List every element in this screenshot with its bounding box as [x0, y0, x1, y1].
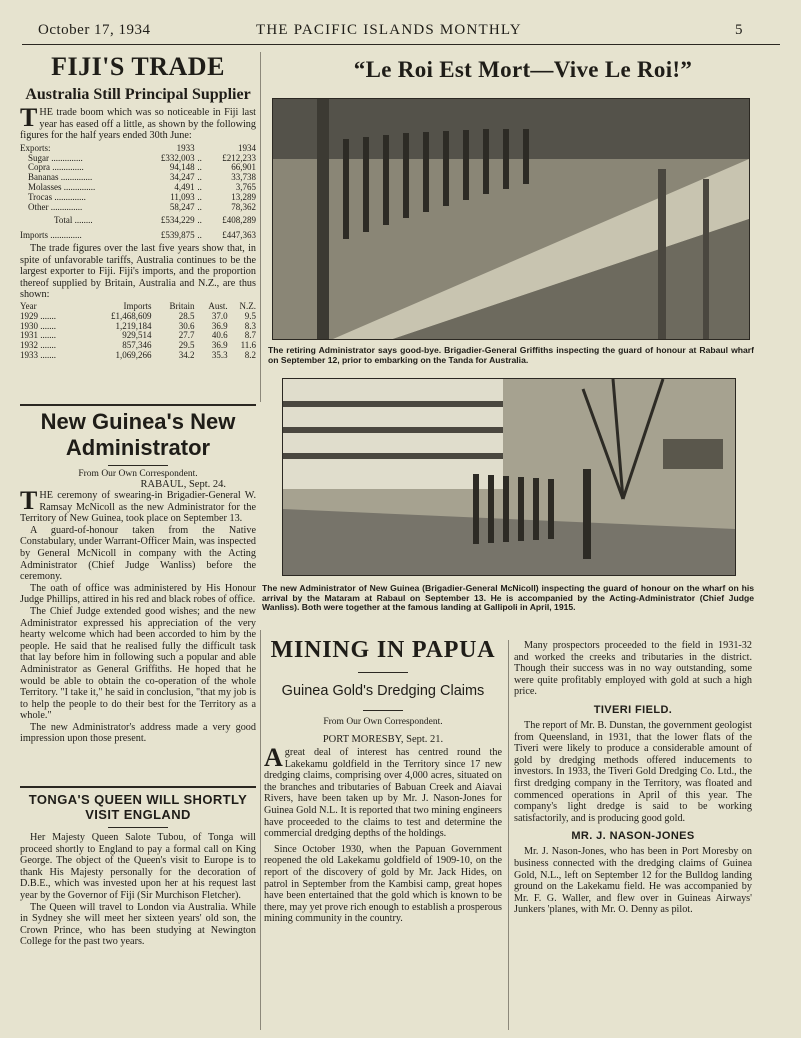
issue-date: October 17, 1934	[38, 22, 151, 38]
export-1934: 33,738	[231, 172, 256, 183]
mining-article-continued	[514, 640, 752, 916]
dropcap: T	[20, 103, 38, 132]
publication-title: THE PACIFIC ISLANDS MONTHLY	[256, 22, 522, 38]
imports-row: 1931 ....... 929,514 27.7 40.6 8.7	[20, 330, 256, 341]
row-year: 1933	[20, 349, 38, 360]
photo-mcnicoll-arrival	[282, 378, 736, 576]
new-guinea-paragraph: The new Administrator's address made a very good impression upon those present.	[20, 721, 256, 745]
row-britain: 28.5	[178, 310, 195, 321]
col-header: Imports	[123, 300, 152, 311]
total-1933: £534,229	[160, 215, 195, 226]
row-aust: 36.9	[211, 320, 228, 331]
export-item: Molasses	[28, 181, 62, 192]
new-guinea-paragraph: The oath of office was administered by His Honour Judge Phillips, attired in his red and black robes of office.	[20, 582, 256, 606]
year-header: 1934	[238, 142, 256, 153]
tiveri-heading: TIVERI FIELD.	[593, 703, 673, 716]
photo-image	[273, 99, 749, 339]
row-year: 1930	[20, 320, 38, 331]
new-guinea-title-line2: Administrator	[65, 435, 211, 460]
mining-title: MINING IN PAPUA	[270, 637, 496, 663]
row-nz: 8.7	[244, 330, 256, 341]
total-1934: £408,289	[222, 215, 256, 226]
fiji-paragraph: The trade figures over the last five years show that, in spite of unfavorable tariffs, Australia continues to be the largest exporter to Fiji. Fiji's imports, and the proportion thereof supplied by Britain, Australia and N.Z., are thus shown:	[20, 242, 256, 301]
exports-row: Copra .............. 94,148 .. 66,901	[28, 162, 256, 173]
row-year: 1931	[20, 330, 38, 341]
mining-subtitle: Guinea Gold's Dredging Claims	[281, 683, 485, 699]
imports-label: Imports	[20, 230, 48, 241]
imports-row: 1930 ....... 1,219,184 30.6 36.9 8.3	[20, 320, 256, 331]
row-aust: 37.0	[211, 310, 228, 321]
export-item: Other	[28, 201, 49, 212]
tonga-article	[20, 792, 256, 948]
imports-1933: £539,875	[160, 230, 195, 241]
export-item: Sugar	[28, 152, 49, 163]
row-britain: 30.6	[178, 320, 195, 331]
dateline: PORT MORESBY, Sept. 21.	[322, 734, 444, 745]
new-guinea-paragraph: The Chief Judge extended good wishes; and the new Administrator expressed his appreciation of the very hearty welcome which had been accorded to him by the people. He said that he realised fully the difficult task that lay before him in following such a popular and able Administrator as General Griffiths. He hoped that he would be able to obtain the co-operation of the whole Territory. "I take it," he said in conclusion, "that my job is to help the people to do their best for the Territory as a whole."	[20, 605, 256, 722]
column-divider	[260, 52, 261, 402]
export-1933: 34,247	[169, 172, 195, 183]
imports-row: 1929 ....... £1,468,609 28.5 37.0 9.5	[20, 310, 256, 321]
photo-griffiths-farewell	[272, 98, 750, 340]
col-header: N.Z.	[239, 300, 256, 311]
fiji-trade-title: FIJI'S TRADE	[51, 52, 225, 81]
total-label: Total	[54, 215, 73, 226]
row-aust: 35.3	[211, 349, 228, 360]
mining-paragraph: great deal of interest has centred round the Lakekamu goldfield in the Territory since 17 new dredging claims, comprising over 4,000 acres, situated on the branches and tributaries of Babuan Creek and Aiavai Rivers, have been taken up by Mr. J. Nason-Jones for Guinea Gold N.L. It is reported that two mining engineers have proceeded to the claims to test and determine the commercial dredging depths of the holdings.	[264, 747, 502, 840]
export-1934: £212,233	[222, 152, 256, 163]
new-guinea-article	[20, 408, 256, 745]
photo-caption-1: The retiring Administrator says good-bye. Brigadier-General Griffiths inspecting the guard of honour at Rabaul wharf on September 12, prior to embarking on the Tanda for Australia.	[268, 345, 754, 365]
section-rule	[20, 786, 256, 788]
export-1933: 11,093	[170, 191, 195, 202]
row-imports: 1,219,184	[115, 320, 152, 331]
fiji-trade-subtitle: Australia Still Principal Supplier	[25, 86, 251, 103]
export-1934: 3,765	[235, 181, 256, 192]
column-divider	[260, 630, 261, 1030]
row-nz: 8.3	[244, 320, 256, 331]
fiji-trade-article	[20, 52, 256, 361]
section-rule	[20, 404, 256, 406]
row-imports: £1,468,609	[111, 310, 152, 321]
exports-row: Molasses .............. 4,491 .. 3,765	[28, 181, 256, 192]
mining-paragraph: Since October 1930, when the Papuan Government reopened the old Lakekamu goldfield of 1909-10, on the report of the discovery of gold by Mr. Jack Hides, on patrol in September from the Kambisi camp, great hopes have been entertained that the gold which is known to be there, may yet prove rich enough to establish a prosperous mining community in the country.	[264, 843, 502, 925]
tonga-title: TONGA'S QUEEN WILL SHORTLY VISIT ENGLAND	[28, 792, 248, 822]
export-1934: 66,901	[231, 162, 256, 173]
column-divider	[508, 640, 509, 1030]
le-roi-title: “Le Roi Est Mort—Vive Le Roi!”	[353, 57, 693, 82]
mining-paragraph: Mr. J. Nason-Jones, who has been in Port Moresby on business connected with the dredging claims of Guinea Gold, N.L., left on September 12 for the Bulldog landing ground on the Lakekamu field. He was accompanied by Mr. F. G. Waller, and flew over in Guineas Airways' Junkers 'planes, with Mr. O. Denny as pilot.	[514, 846, 752, 916]
new-guinea-paragraph: A guard-of-honour taken from the Native Constabulary, under Warrant-Officer Main, was inspected by General McNicoll in company with the Acting Administrator (Chief Judge Wanliss) before the ceremony.	[20, 524, 256, 583]
nason-jones-heading: MR. J. NASON-JONES	[571, 830, 695, 843]
photo-image	[283, 379, 735, 575]
byline: From Our Own Correspondent.	[78, 469, 198, 479]
export-1933: 58,247	[169, 201, 195, 212]
dropcap: T	[20, 486, 38, 515]
col-header: Year	[20, 300, 37, 311]
page-number: 5	[735, 22, 743, 38]
exports-row: Trocas .............. 11,093 .. 13,289	[28, 191, 256, 202]
export-item: Copra	[28, 162, 50, 173]
export-1933: 4,491	[174, 181, 195, 192]
exports-row: Sugar .............. £332,003 .. £212,233	[28, 152, 256, 163]
exports-row: Bananas .............. 34,247 .. 33,738	[28, 172, 256, 183]
tonga-paragraph: The Queen will travel to London via Australia. While in Sydney she will meet her sixteen years' old son, the Crown Prince, who has been studying at Newington College for the past two years.	[20, 901, 256, 948]
row-britain: 29.5	[178, 340, 195, 351]
row-imports: 857,346	[122, 340, 152, 351]
row-britain: 27.7	[178, 330, 195, 341]
exports-table: Exports: 1933 1934 Sugar .............. £332,003 .. £212,233 Copra .............. 94,148 .. 66,901 Bananas .............. 34,247 .. 33,738 Molasses .............. 4,491 .. 3,765 Trocas .............. 11,093 .. 13,289 Other .............. 58,247 .. 78,362 Total ........ £534,229 .. £408,289 Imports .............. £539,875 .. £447,363	[20, 142, 256, 241]
row-nz: 11.6	[240, 340, 256, 351]
col-header: Aust.	[208, 300, 228, 311]
mining-paragraph: The report of Mr. B. Dunstan, the government geologist from Queensland, in 1931, that the lower flats of the Tiveri were likely to produce a considerable amount of gold by dredging methods offered inducements to investors. In 1933, the Tiveri Gold Dredging Co. Ltd., the first dredging company in the Territory, was floated and commenced operations in April of this year. The company's light dredge is said to be working satisfactorily, and is producing good gold.	[514, 719, 752, 824]
row-imports: 929,514	[122, 330, 152, 341]
exports-row: Other .............. 58,247 .. 78,362	[28, 201, 256, 212]
imports-row: 1933 ....... 1,069,266 34.2 35.3 8.2	[20, 349, 256, 360]
export-item: Bananas	[28, 172, 59, 183]
imports-proportion-table	[20, 302, 256, 361]
photo-caption-2: The new Administrator of New Guinea (Brigadier-General McNicoll) inspecting the guard of honour on the wharf on his arrival by the Mataram at Rabaul on September 13. He is accompanied by the Acting-Administrator (Chief Judge Wanliss). Both were together at the famous landing at Gallipoli in April, 1915.	[262, 583, 754, 613]
new-guinea-paragraph: HE ceremony of swearing-in Brigadier-General W. Ramsay McNicoll as the new Administrator for the Territory of New Guinea, took place on September 13.	[20, 490, 256, 525]
header-rule	[22, 44, 780, 45]
tonga-paragraph: Her Majesty Queen Salote Tubou, of Tonga will proceed shortly to England to pay a formal call on King George. The object of the Queen's visit to Europe is to thank His Majesty personally for the decoration of D.B.E., which was invested upon her at his request last year by the Governor of Fiji (Sir Murchison Fletcher).	[20, 832, 256, 901]
row-nz: 8.2	[244, 349, 256, 360]
export-1934: 13,289	[231, 191, 256, 202]
row-nz: 9.5	[244, 310, 256, 321]
imports-row: 1932 ....... 857,346 29.5 36.9 11.6	[20, 340, 256, 351]
year-header: 1933	[176, 142, 195, 153]
col-header: Britain	[169, 300, 195, 311]
imports-1934: £447,363	[222, 230, 256, 241]
dropcap: A	[264, 743, 283, 772]
export-1933: 94,148	[169, 162, 195, 173]
row-imports: 1,069,266	[115, 349, 152, 360]
exports-label: Exports:	[20, 142, 51, 153]
dateline: RABAUL, Sept. 24.	[140, 479, 226, 490]
row-aust: 40.6	[211, 330, 228, 341]
export-item: Trocas	[28, 191, 53, 202]
export-1934: 78,362	[231, 201, 256, 212]
mining-paragraph: Many prospectors proceeded to the field in 1931-32 and worked the creeks and tributaries in the district. Though their success was in no way outstanding, some were quite profitably employed with gold at such a high price.	[514, 640, 752, 698]
mining-article	[264, 636, 502, 925]
export-1933: £332,003	[160, 152, 195, 163]
row-year: 1929	[20, 310, 38, 321]
new-guinea-title-line1: New Guinea's New	[40, 409, 236, 434]
row-aust: 36.9	[211, 340, 228, 351]
byline: From Our Own Correspondent.	[323, 717, 443, 727]
row-britain: 34.2	[178, 349, 195, 360]
row-year: 1932	[20, 340, 38, 351]
fiji-intro-paragraph: HE trade boom which was so noticeable in Fiji last year has eased off a little, as shown by the following figures for the half years ended 30th June:	[20, 107, 256, 142]
